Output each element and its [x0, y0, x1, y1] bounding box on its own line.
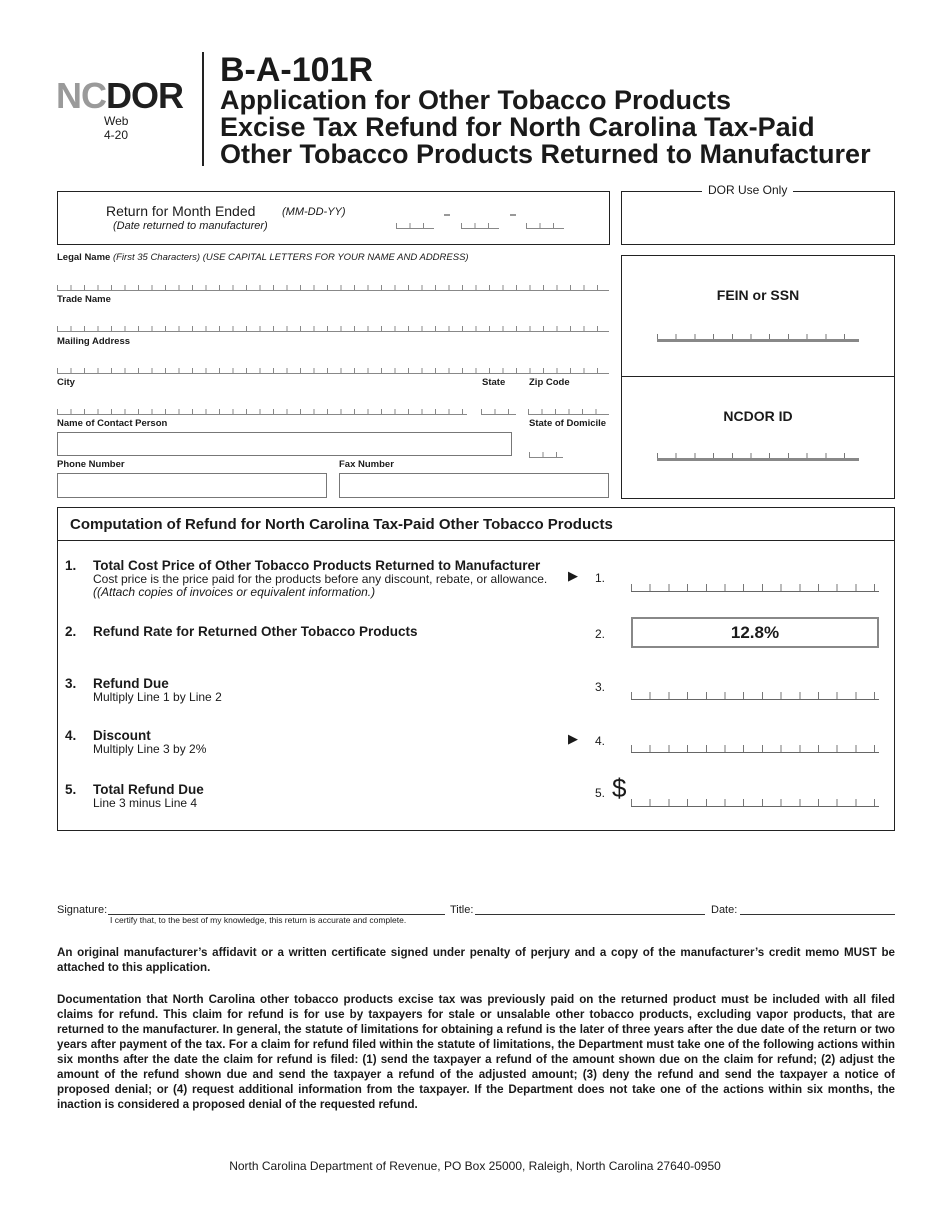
- legal-name-label: Legal Name (First 35 Characters) (USE CAPITAL LETTERS FOR YOUR NAME AND ADDRESS): [57, 252, 469, 263]
- date-input[interactable]: [740, 914, 895, 915]
- city-input[interactable]: [57, 409, 467, 415]
- line-4-arrow-icon: ▶: [568, 731, 578, 746]
- legal-name-input[interactable]: [57, 285, 609, 291]
- id-box: [621, 255, 895, 499]
- zip-label: Zip Code: [529, 377, 570, 388]
- line-2-number: 2.: [65, 624, 77, 639]
- computation-title: Computation of Refund for North Carolina Tax-Paid Other Tobacco Products: [70, 516, 613, 533]
- line-1-sub: Cost price is the price paid for the products before any discount, rebate, or allowance.: [93, 572, 548, 586]
- phone-input[interactable]: [57, 473, 327, 498]
- ncdor-id-input[interactable]: [657, 453, 859, 461]
- legal-name-note: (First 35 Characters) (USE CAPITAL LETTERS FOR YOUR NAME AND ADDRESS): [112, 252, 469, 263]
- contact-label: Name of Contact Person: [57, 418, 168, 429]
- fax-input[interactable]: [339, 473, 609, 498]
- dollar-sign-icon: $: [612, 773, 627, 803]
- header-divider: [202, 52, 204, 166]
- form-title-line-2: Excise Tax Refund for North Carolina Tax-Paid: [220, 112, 815, 142]
- affidavit-notice: An original manufacturer’s affidavit or a written certificate signed under penalty of perjury and a copy of the manufacturer’s credit memo MUST be attached to this application.: [57, 946, 895, 974]
- form-title-line-1: Application for Other Tobacco Products: [220, 85, 732, 115]
- form-title-line-3: Other Tobacco Products Returned to Manufacturer: [220, 139, 871, 169]
- ncdor-logo: [56, 75, 183, 116]
- line-3-title: Refund Due: [93, 676, 169, 691]
- domicile-input[interactable]: [529, 452, 563, 458]
- zip-input[interactable]: [528, 409, 609, 415]
- line-5-number: 5.: [65, 782, 77, 797]
- documentation-notice: Documentation that North Carolina other tobacco products excise tax was previously paid on the returned product must be included with all filed claims for refund. This claim for refund is for use by taxpayers for stale or unsalable other tobacco products, excluding vapor products, that are returned to the manufacturer. In general, the statute of limitations for obtaining a refund is the later of three years after the due date of the return or two years after payment of the tax. For a claim for refund filed within the statute of limitations, the Department must take one of the following actions within six months after the date the claim for refund is filed: (1) send the taxpayer a refund of the amount shown due on the claim for refund; (2) adjust the amount of the refund shown due and send the taxpayer a refund of the adjusted amount; (3) deny the refund and send the taxpayer a notice of proposed denial; or (4) request additional information from the taxpayer. If the Department does not take one of the actions within six months, the inaction is considered a proposed denial of the requested refund.: [57, 993, 895, 1111]
- return-month-box: [57, 191, 610, 245]
- dor-use-only-label: DOR Use Only: [702, 183, 793, 197]
- return-month-label: Return for Month Ended: [106, 203, 256, 219]
- return-month-format: (MM-DD-YY): [282, 206, 346, 218]
- return-month-sub: (Date returned to manufacturer): [113, 220, 268, 232]
- title-label: Title:: [450, 904, 474, 916]
- line-5-amount-input[interactable]: [631, 799, 879, 807]
- line-1-title: Total Cost Price of Other Tobacco Products Returned to Manufacturer: [93, 558, 541, 573]
- logo-date: 4-20: [104, 128, 129, 142]
- refund-rate-value: 12.8%: [631, 617, 879, 648]
- fein-label: FEIN or SSN: [716, 287, 800, 303]
- line-4-sub: Multiply Line 3 by 2%: [93, 742, 207, 756]
- logo-version: [104, 114, 128, 142]
- state-label: State: [482, 377, 506, 388]
- line-3-ref: 3.: [595, 680, 606, 694]
- form-code: B-A-101R: [220, 51, 374, 89]
- mailing-address-input[interactable]: [57, 368, 609, 374]
- line-4-title: Discount: [93, 728, 151, 743]
- contact-input[interactable]: [57, 432, 512, 456]
- trade-name-input[interactable]: [57, 326, 609, 332]
- line-2-ref: 2.: [595, 627, 606, 641]
- footer-address: North Carolina Department of Revenue, PO Box 25000, Raleigh, North Carolina 27640-0950: [229, 1159, 721, 1173]
- line-1-amount-input[interactable]: [631, 584, 879, 592]
- logo-dor-text: DOR: [106, 75, 183, 116]
- computation-title-rule: [58, 540, 894, 541]
- title-input[interactable]: [475, 914, 705, 915]
- line-3-sub: Multiply Line 1 by Line 2: [93, 690, 222, 704]
- fein-input[interactable]: [657, 334, 859, 342]
- line-4-number: 4.: [65, 728, 77, 743]
- phone-label: Phone Number: [57, 459, 125, 470]
- day-input[interactable]: [461, 223, 499, 229]
- line-5-ref: 5.: [595, 786, 606, 800]
- date-label: Date:: [711, 904, 738, 916]
- mailing-address-label: Mailing Address: [57, 336, 131, 347]
- city-label: City: [57, 377, 75, 388]
- dor-use-only-box: [621, 183, 895, 245]
- line-4-amount-input[interactable]: [631, 745, 879, 753]
- month-input[interactable]: [396, 223, 434, 229]
- line-1-note: ((Attach copies of invoices or equivalent information.): [93, 585, 376, 599]
- date-dash: [444, 214, 450, 216]
- line-1-arrow-icon: ▶: [568, 568, 578, 583]
- line-5-sub: Line 3 minus Line 4: [93, 796, 198, 810]
- certify-text: I certify that, to the best of my knowledge, this return is accurate and complete.: [110, 915, 407, 925]
- logo-web: Web: [104, 114, 129, 128]
- fax-label: Fax Number: [339, 459, 394, 470]
- id-box-divider: [622, 376, 894, 377]
- date-dash: [510, 214, 516, 216]
- line-3-number: 3.: [65, 676, 77, 691]
- line-3-amount-input[interactable]: [631, 692, 879, 700]
- ncdor-id-label: NCDOR ID: [723, 408, 793, 424]
- line-1-ref: 1.: [595, 571, 606, 585]
- year-input[interactable]: [526, 223, 564, 229]
- line-1-number: 1.: [65, 558, 77, 573]
- line-2-title: Refund Rate for Returned Other Tobacco Products: [93, 624, 418, 639]
- line-4-ref: 4.: [595, 734, 606, 748]
- line-5-title: Total Refund Due: [93, 782, 204, 797]
- signature-label: Signature:: [57, 904, 108, 916]
- domicile-label: State of Domicile: [529, 418, 607, 429]
- state-input[interactable]: [481, 409, 516, 415]
- logo-nc-text: NC: [56, 75, 106, 116]
- trade-name-label: Trade Name: [57, 294, 111, 305]
